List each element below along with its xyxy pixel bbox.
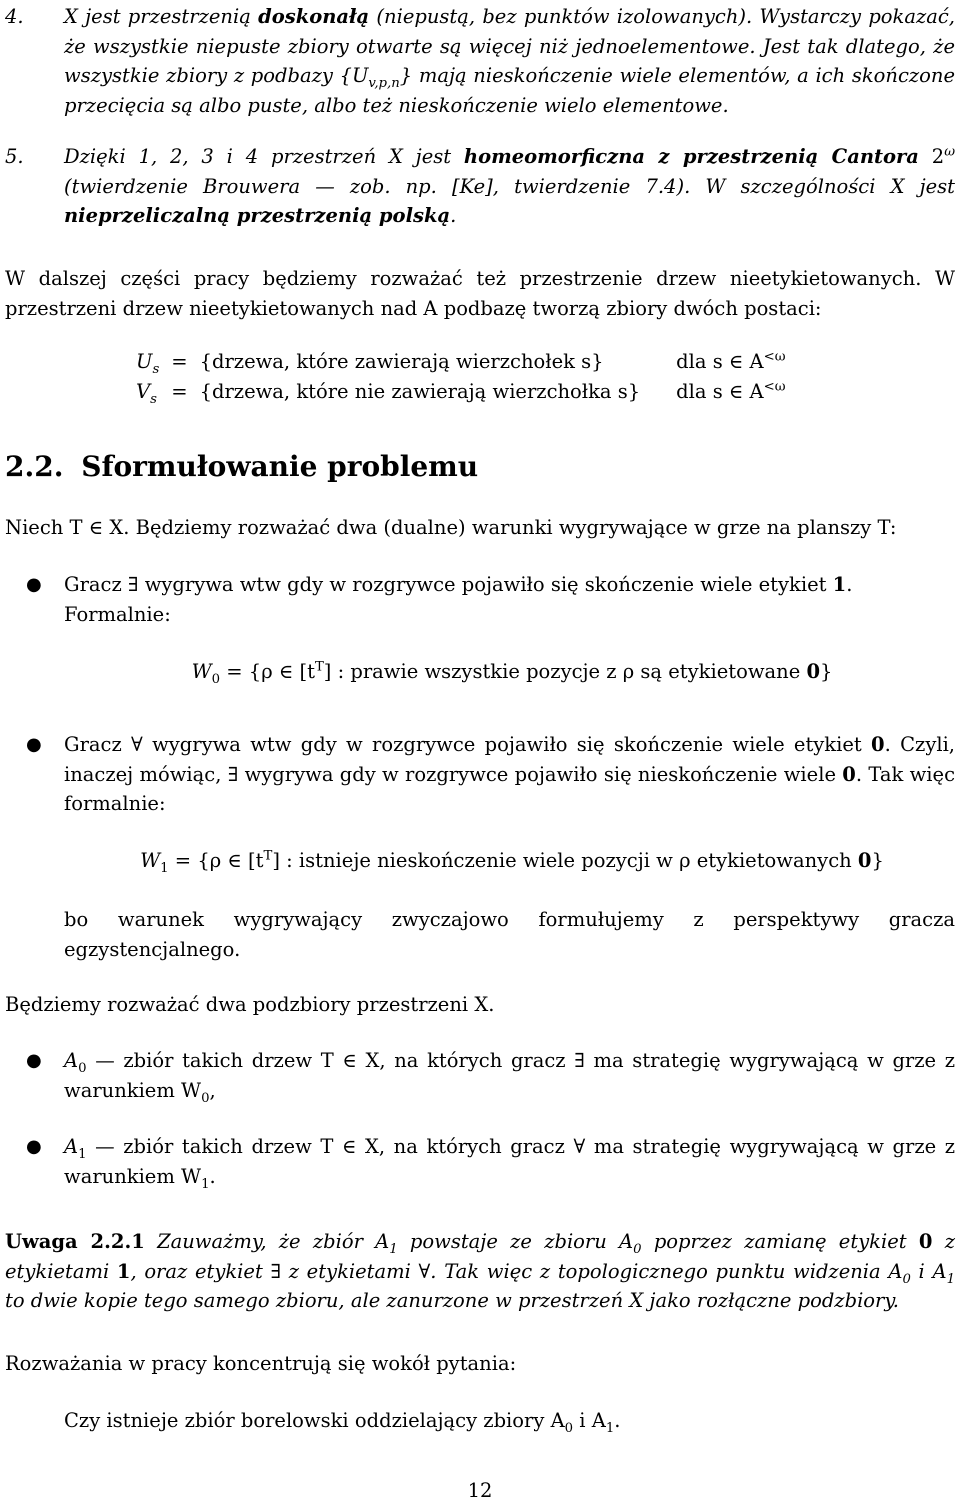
item-5-number: 5. [5, 145, 24, 168]
equation-w0: $W_0 = \{\rho$ ∈ $[t^T]$ : prawie wszystkie pozycje z ρ są etykietowane 0} [191, 659, 833, 687]
equation-w1: $W_1 = \{\rho$ ∈ $[t^T]$ : istnieje nieskończenie wiele pozycji w ρ etykietowanych 0} [140, 848, 884, 876]
item-4-number: 4. [5, 5, 24, 28]
section-number: 2.2. [5, 450, 64, 483]
bullet-2-text: Gracz ∀ wygrywa wtw gdy w rozgrywce pojawiło się skończenie wiele etykiet 0. Czyli, inaczej mówiąc, ∃ wygrywa gdy w rozgrywce pojawiło się nieskończenie wiele 0. Tak więc formalnie: [64, 733, 956, 815]
equation-row-us: $U_s$ = {drzewa, które zawierają wierzchołek s} dla s ∈ $A^{<\omega}$ [136, 349, 786, 377]
section-heading [5, 452, 955, 482]
bullet-marker: ● [26, 1136, 42, 1157]
item-4-text: X jest przestrzenią doskonałą (niepustą, bez punktów izolowanych). Wystarczy pokazać, że wszystkie niepuste zbiory otwarte są więcej niż jednoelementowe. Jest tak dlatego, że wszystkie zbiory z podbazy $\{U_{v,p,n}\}$ mają nieskończenie wiele elementów, a ich skończone przecięcia są albo puste, albo też nieskończenie wielo elementowe. [64, 5, 955, 117]
para-rozwazania: Rozważania w pracy koncentrują się wokół pytania: [5, 1352, 517, 1375]
para-unlabelled-trees: W dalszej części pracy będziemy rozważać też przestrzenie drzew nieetykietowanych. W przestrzeni drzew nieetykietowanych nad A podbazę tworzą zbiory dwóch postaci: [5, 267, 955, 320]
bullet-4-text: $A_1$ — zbiór takich drzew T ∈ X, na których gracz ∀ ma strategię wygrywającą w grze z warunkiem $W_1$. [64, 1135, 955, 1192]
equation-array-subbase [130, 347, 792, 407]
bullet-marker: ● [26, 734, 42, 755]
remark-label: Uwaga 2.2.1 [5, 1230, 145, 1253]
bullet-marker: ● [26, 1050, 42, 1071]
remark-2-2-1: Uwaga 2.2.1 Zauważmy, że zbiór $A_1$ powstaje ze zbioru $A_0$ poprzez zamianę etykiet 0 z etykietami 1, oraz etykiet ∃ z etykietami ∀. Tak więc z topologicznego punktu widzenia $A_0$ i $A_1$ to dwie kopie tego samego zbioru, ale zanurzone w przestrzeń X jako rozłączne podzbiory. [5, 1230, 955, 1312]
section-title: Sformułowanie problemu [81, 450, 479, 483]
para-niech: Niech T ∈ X. Będziemy rozważać dwa (dualne) warunki wygrywające w grze na planszy T: [5, 516, 897, 539]
question: Czy istnieje zbiór borelowski oddzielający zbiory $A_0$ i $A_1$. [64, 1409, 621, 1436]
bullet-marker: ● [26, 574, 42, 595]
item-5-text: Dzięki 1, 2, 3 i 4 przestrzeń X jest homeomorficzna z przestrzenią Cantora $2^\omega$ (twierdzenie Brouwera — zob. np. [Ke], twierdzenie 7.4). W szczególności X jest nieprzeliczalną przestrzenią polską. [64, 144, 955, 227]
bullet-3-text: $A_0$ — zbiór takich drzew T ∈ X, na których gracz ∃ ma strategię wygrywającą w grze z warunkiem $W_0$, [64, 1049, 955, 1106]
bullet-1-text: Gracz ∃ wygrywa wtw gdy w rozgrywce pojawiło się skończenie wiele etykiet 1. Formalnie: [64, 573, 853, 626]
equation-row-vs: $V_s$ = {drzewa, które nie zawierają wierzchołka s} dla s ∈ $A^{<\omega}$ [136, 379, 786, 407]
para-bo-warunek: bo warunek wygrywający zwyczajowo formułujemy z perspektywy gracza egzystencjalnego. [64, 908, 955, 961]
para-podzbiory: Będziemy rozważać dwa podzbiory przestrzeni X. [5, 993, 495, 1016]
page-number: 12 [467, 1479, 493, 1502]
